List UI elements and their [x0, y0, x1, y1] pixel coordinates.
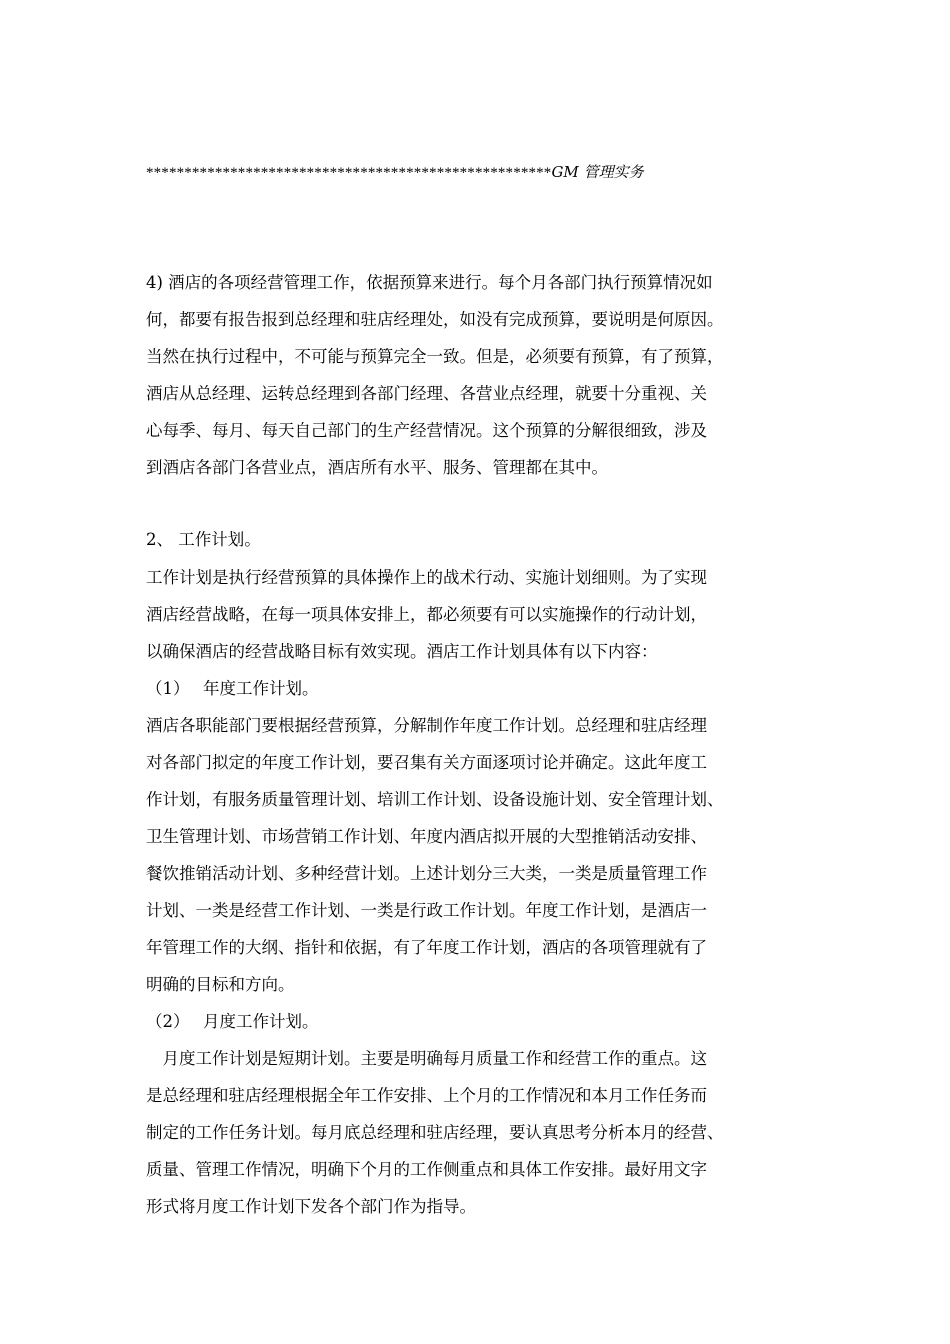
subsection-heading: （1） 年度工作计划。: [146, 679, 319, 698]
paragraph-line: 是总经理和驻店经理根据全年工作安排、上个月的工作情况和本月工作任务而: [146, 1086, 707, 1105]
paragraph-line: 作计划，有服务质量管理计划、培训工作计划、设备设施计划、安全管理计划、: [146, 790, 724, 809]
paragraph-line: 工作计划是执行经营预算的具体操作上的战术行动、实施计划细则。为了实现: [146, 568, 707, 587]
paragraph-line: 当然在执行过程中，不可能与预算完全一致。但是，必须要有预算，有了预算，: [146, 347, 724, 366]
paragraph-line: 酒店各职能部门要根据经营预算，分解制作年度工作计划。总经理和驻店经理: [146, 716, 707, 735]
paragraph-line: 卫生管理计划、市场营销工作计划、年度内酒店拟开展的大型推销活动安排、: [146, 827, 707, 846]
paragraph-line: 酒店从总经理、运转总经理到各部门经理、各营业点经理，就要十分重视、关: [146, 384, 707, 403]
paragraph-line: 心每季、每月、每天自己部门的生产经营情况。这个预算的分解很细致，涉及: [146, 421, 707, 440]
paragraph-line: 年管理工作的大纲、指针和依据，有了年度工作计划，酒店的各项管理就有了: [146, 938, 707, 957]
paragraph-line: 月度工作计划是短期计划。主要是明确每月质量工作和经营工作的重点。这: [146, 1049, 707, 1068]
paragraph-line: 质量、管理工作情况，明确下个月的工作侧重点和具体工作安排。最好用文字: [146, 1160, 707, 1179]
paragraph-line: 制定的工作任务计划。每月底总经理和驻店经理，要认真思考分析本月的经营、: [146, 1123, 724, 1142]
paragraph-line: 到酒店各部门各营业点，酒店所有水平、服务、管理都在其中。: [146, 458, 608, 477]
section-heading: 2、 工作计划。: [146, 530, 261, 549]
page-header: [146, 160, 644, 185]
paragraph-line: 对各部门拟定的年度工作计划，要召集有关方面逐项讨论并确定。这此年度工: [146, 753, 707, 772]
subsection-heading: （2） 月度工作计划。: [146, 1012, 319, 1031]
paragraph-line: 酒店经营战略，在每一项具体安排上，都必须要有可以实施操作的行动计划，: [146, 605, 707, 624]
paragraph-line: 形式将月度工作计划下发各个部门作为指导。: [146, 1197, 476, 1216]
paragraph-line: 以确保酒店的经营战略目标有效实现。酒店工作计划具体有以下内容：: [146, 642, 658, 661]
paragraph-line: 明确的目标和方向。: [146, 975, 295, 994]
paragraph-line: 何，都要有报告报到总经理和驻店经理处，如没有完成预算，要说明是何原因。: [146, 310, 724, 329]
header-title: GM 管理实务: [551, 163, 644, 181]
paragraph-line: 4) 酒店的各项经营管理工作，依据预算来进行。每个月各部门执行预算情况如: [146, 273, 713, 292]
header-stars: *****************************************************: [146, 165, 552, 181]
paragraph-line: 计划、一类是经营工作计划、一类是行政工作计划。年度工作计划，是酒店一: [146, 901, 707, 920]
paragraph-line: 餐饮推销活动计划、多种经营计划。上述计划分三大类，一类是质量管理工作: [146, 864, 707, 883]
